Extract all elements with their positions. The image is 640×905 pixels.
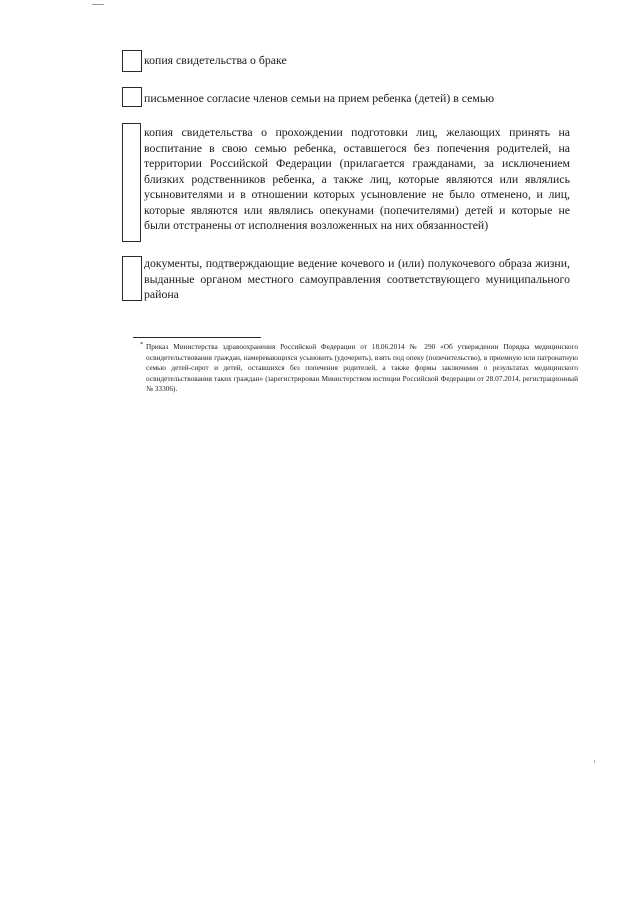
footnote-text: Приказ Министерства здравоохранения Российской Федерации от 18.06.2014 № 290 «Об утверждении Порядка медицинского освидетельствования граждан, намеревающихся усыновить (удочерить), взять под опеку (попечительство), в приемную или патронатную семью детей-сирот и детей, оставшихся без попечения родителей, а также формы заключения о результатах медицинского освидетельствования таких граждан» (зарегистрирован Министерством юстиции Российской Федерации от 28.07.2014, регистрационный № 33306). xyxy=(146,342,578,394)
checkbox-family-consent[interactable] xyxy=(122,87,142,107)
scan-artifact-dot xyxy=(594,760,595,763)
checkbox-training-certificate[interactable] xyxy=(122,123,141,242)
item-label: письменное согласие членов семьи на прием ребенка (детей) в семью xyxy=(144,91,495,105)
document-item-training-certificate xyxy=(122,123,570,234)
checkbox-nomadic-lifestyle[interactable] xyxy=(122,256,142,301)
document-item-family-consent xyxy=(122,87,570,107)
scan-artifact-mark xyxy=(92,4,104,5)
footnote-divider xyxy=(133,337,261,338)
document-item-nomadic-lifestyle xyxy=(122,256,570,303)
item-label: копия свидетельства о браке xyxy=(144,53,287,67)
footnote-mark: * xyxy=(140,341,144,348)
footnote xyxy=(140,341,578,395)
checkbox-marriage-certificate[interactable] xyxy=(122,50,142,72)
item-label: копия свидетельства о прохождении подготовки лиц, желающих принять на воспитание в свою семью ребенка, оставшегося без попечения родителей, на территории Российской Федерации (прилагается гражданами, за исключением близких родственников ребенка, а также лиц, которые являются или являлись усыновителями и в отношении которых усыновление не было отменено, и лиц, которые являются или являлись опекунами (попечителями) детей и которые не были отстранены от исполнения возложенных на них обязанностей) xyxy=(144,125,570,232)
item-label: документы, подтверждающие ведение кочевого и (или) полукочевого образа жизни, выданные органом местного самоуправления соответствующего муниципального района xyxy=(144,256,570,301)
document-item-marriage-certificate xyxy=(122,50,570,69)
